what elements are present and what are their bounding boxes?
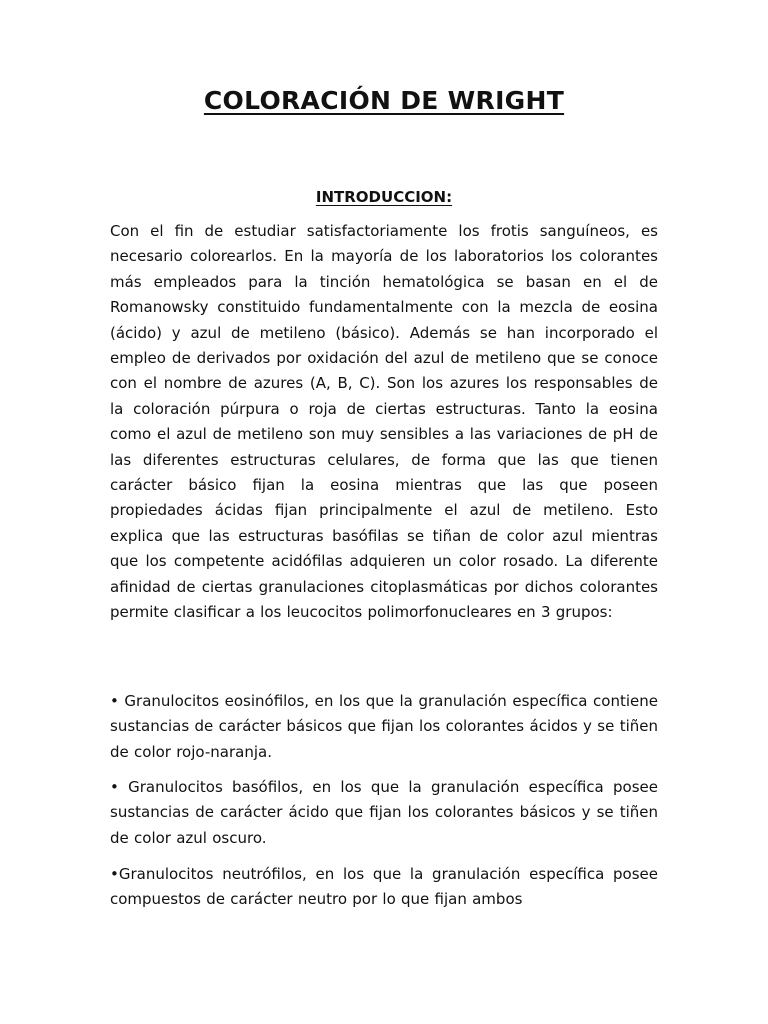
document-title	[0, 86, 768, 115]
document-title-text: COLORACIÓN DE WRIGHT	[203, 86, 565, 115]
intro-paragraph: Con el fin de estudiar satisfactoriamente los frotis sanguíneos, es necesario colorearlos. En la mayoría de los laboratorios los colorantes más empleados para la tinción hematológica se basan en el de Romanowsky constituido fundamentalmente con la mezcla de eosina (ácido) y azul de metileno (básico). Además se han incorporado el empleo de derivados por oxidación del azul de metileno que se conoce con el nombre de azures (A, B, C). Son los azures los responsables de la coloración púrpura o roja de ciertas estructuras. Tanto la eosina como el azul de metileno son muy sensibles a las variaciones de pH de las diferentes estructuras celulares, de forma que las que tienen carácter básico fijan la eosina mientras que las que poseen propiedades ácidas fijan principalmente el azul de metileno. Esto explica que las estructuras basófilas se tiñan de color azul mientras que los competente acidófilas adquieren un color rosado. La diferente afinidad de ciertas granulaciones citoplasmáticas por dichos colorantes permite clasificar a los leucocitos polimorfonucleares en 3 grupos:	[110, 222, 658, 622]
section-heading	[0, 188, 768, 206]
bullet-neutrofilos: •Granulocitos neutrófilos, en los que la granulación específica posee compuestos de carácter neutro por lo que fijan ambos	[110, 865, 658, 909]
bullet-basofilos: • Granulocitos basófilos, en los que la granulación específica posee sustancias de carácter ácido que fijan los colorantes básicos y se tiñen de color azul oscuro.	[110, 778, 658, 847]
bullet-eosinofilos: • Granulocitos eosinófilos, en los que la granulación específica contiene sustancias de carácter básicos que fijan los colorantes ácidos y se tiñen de color rojo-naranja.	[110, 692, 658, 761]
section-heading-text: INTRODUCCION:	[315, 188, 453, 206]
